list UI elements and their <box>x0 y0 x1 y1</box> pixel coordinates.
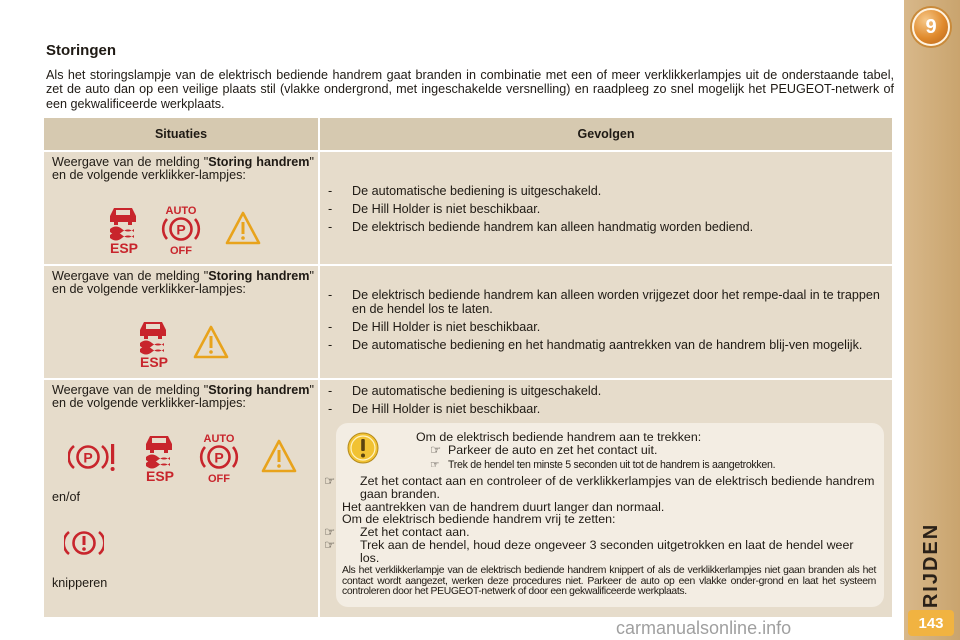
row3-situation: Weergave van de melding "Storing handrem" en de volgende verklikker-lampjes: <box>52 383 314 410</box>
pointing-hand-icon: ☞ <box>430 459 440 471</box>
svg-text:AUTO: AUTO <box>165 205 197 217</box>
section-title: RIJDEN <box>920 522 943 608</box>
auto-p-off-icon <box>158 204 204 256</box>
svg-text:OFF: OFF <box>170 245 192 256</box>
esp-off-icon <box>104 204 144 254</box>
row3-consequences <box>328 384 884 420</box>
list-item: - De automatische bediening is uitgeschakeld. <box>328 184 602 198</box>
note-steps <box>324 474 876 565</box>
list-item: - De elektrisch bediende handrem kan alleen worden vrijgezet door het rempe-daal in te trappen en de hendel los te laten. <box>328 288 880 316</box>
note-substep: ☞ Trek de hendel ten minste 5 seconden uit tot de handrem is aangetrokken. <box>430 459 776 471</box>
note-step: ☞ Zet het contact aan en controleer of de verklikkerlampjes van de elektrisch bediende handrem gaan branden. <box>324 474 875 501</box>
row1-situation: Weergave van de melding "Storing handrem" en de volgende verklikker-lampjes: <box>52 155 314 182</box>
pointing-hand-icon: ☞ <box>324 537 336 552</box>
intro-paragraph: Als het storingslampje van de elektrisch bediende handrem gaat branden in combinatie met een of meer verklikkerlampjes uit de onderstaande tabel, zet de auto dan op een veilige plaats stil (vlakke ondergrond, met ingeschakelde versnelling) en raadpleeg zo snel mogelijk het PEUGEOT-netwerk of een gekwalificeerde werkplaats. <box>46 68 894 111</box>
esp-off-icon <box>140 432 180 482</box>
svg-text:P: P <box>83 449 93 466</box>
list-item: - De automatische bediening is uitgeschakeld. <box>328 384 602 398</box>
pointing-hand-icon: ☞ <box>324 474 336 488</box>
fault-message: Storing handrem <box>208 383 310 397</box>
header-situations: Situaties <box>154 127 208 141</box>
note-step: ☞ Zet het contact aan. <box>324 525 470 540</box>
svg-text:ESP: ESP <box>139 354 169 368</box>
watermark: carmanualsonline.info <box>616 618 792 638</box>
and-or-label: en/of <box>52 490 81 504</box>
fault-message: Storing handrem <box>208 269 310 283</box>
warning-triangle-icon <box>192 324 230 360</box>
note-fine-print: Als het verklikkerlampje van de elektrisch bediende handrem knippert of als de verklikkerlampjes niet gaan branden als het contact wordt aangezet, werken deze procedures niet. Parkeer de auto op een vlakke onder-grond en laat het systeem controleren door het PEUGEOT-netwerk of door een gekwalificeerde werkplaats. <box>342 565 876 598</box>
attention-icon <box>346 431 380 465</box>
esp-off-icon <box>134 318 174 368</box>
faults-table <box>44 118 892 617</box>
svg-text:ESP: ESP <box>109 240 139 254</box>
note-step: ☞ Trek aan de hendel, houd deze ongeveer 3 seconden uitgetrokken en laat de hendel weer los. <box>324 537 854 565</box>
header-consequences: Gevolgen <box>577 127 635 141</box>
column-divider <box>318 118 320 617</box>
section-title-vertical <box>912 505 952 625</box>
table-header <box>44 118 892 150</box>
row1-consequences <box>328 184 884 238</box>
row-divider <box>44 264 892 266</box>
row-divider <box>44 150 892 152</box>
chapter-number-badge <box>912 8 950 46</box>
svg-text:ESP: ESP <box>145 468 175 482</box>
fault-message: Storing handrem <box>208 155 310 169</box>
svg-text:OFF: OFF <box>208 473 230 484</box>
pointing-hand-icon: ☞ <box>324 525 336 540</box>
list-item: - De Hill Holder is niet beschikbaar. <box>328 202 541 216</box>
page-number: 143 <box>908 610 954 636</box>
warning-triangle-icon <box>260 438 298 474</box>
procedure-note <box>324 423 884 607</box>
note-substep: ☞ Parkeer de auto en zet het contact uit. <box>430 443 658 457</box>
note-title: Om de elektrisch bediende handrem aan te trekken: <box>416 430 702 444</box>
row-divider <box>44 378 892 380</box>
parking-brake-fault-icon <box>68 440 118 474</box>
auto-p-off-icon <box>196 432 242 484</box>
svg-text:P: P <box>176 221 186 238</box>
section-heading: Storingen <box>46 42 116 59</box>
chapter-number: 9 <box>925 15 937 38</box>
note-line: Om de elektrisch bediende handrem vrij te zetten: <box>342 512 616 527</box>
warning-triangle-icon <box>224 210 262 246</box>
svg-text:AUTO: AUTO <box>203 433 235 445</box>
note-line: Het aantrekken van de handrem duurt langer dan normaal. <box>342 499 665 514</box>
list-item: - De Hill Holder is niet beschikbaar. <box>328 402 541 416</box>
list-item: - De automatische bediening en het handmatig aantrekken van de handrem blij-ven mogelijk. <box>328 338 863 352</box>
svg-text:P: P <box>214 449 224 466</box>
brake-warning-icon <box>64 526 104 560</box>
row2-situation: Weergave van de melding "Storing handrem" en de volgende verklikker-lampjes: <box>52 269 314 296</box>
list-item: - De elektrisch bediende handrem kan alleen handmatig worden bediend. <box>328 220 754 234</box>
list-item: - De Hill Holder is niet beschikbaar. <box>328 320 541 334</box>
blinking-label: knipperen <box>52 576 108 590</box>
pointing-hand-icon: ☞ <box>430 443 442 457</box>
row2-consequences <box>328 288 884 356</box>
